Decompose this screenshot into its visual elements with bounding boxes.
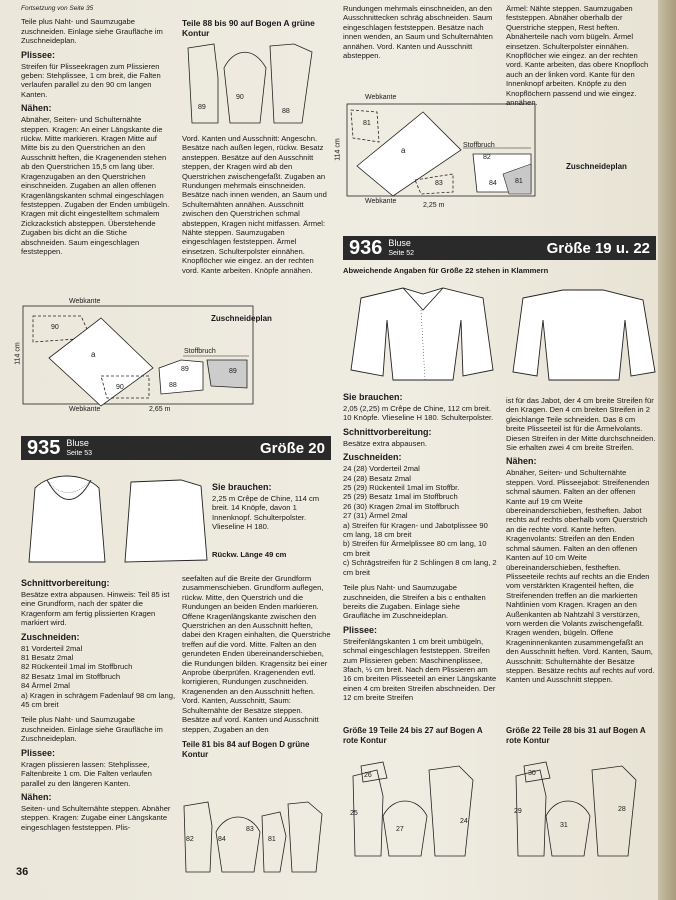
- list-item: 24 (28) Besatz 2mal: [343, 473, 411, 483]
- plan-webkante-top: Webkante: [69, 298, 101, 305]
- plan-width: 2,65 m: [149, 406, 171, 413]
- plan-webkante-bottom: Webkante: [69, 406, 101, 413]
- piece-label: 89: [229, 368, 237, 375]
- plan-height: 114 cm: [14, 342, 22, 365]
- piece-label: 27: [396, 826, 404, 833]
- piece-label: 81: [268, 836, 276, 843]
- naehen-text: Seiten- und Schulternähte steppen. Abnäher steppen. Kragen: Zugabe einer Längskante eingeschlagen feststeppen. Plis-: [21, 803, 171, 832]
- list-item: 82 Besatz 1mal im Stoffbruch: [21, 671, 121, 681]
- model-number: 936: [349, 236, 383, 259]
- plan-webkante-bottom: Webkante: [365, 198, 397, 205]
- pattern-pieces-88-90: [182, 38, 332, 128]
- b935-pattern-drawing: [180, 796, 335, 876]
- piece-label: 83: [246, 826, 254, 833]
- teile-text: Teile plus Naht- und Saumzugabe zuschneiden. Einlage siehe Graufläche im Zuschneideplan.: [21, 715, 163, 744]
- list-item: 25 (29) Besatz 1mal im Stoffbruch: [343, 492, 458, 502]
- pattern-drawing-88-90: [182, 38, 332, 128]
- header-936: [343, 236, 656, 260]
- piece-label: 28: [618, 806, 626, 813]
- piece-label: 89: [198, 104, 206, 111]
- blouse-936-illustration: [343, 280, 663, 385]
- piece-label: 84: [218, 836, 226, 843]
- piece-label: 90: [116, 384, 124, 391]
- b936-left: [343, 388, 498, 707]
- g22-title: Größe 22 Teile 28 bis 31 auf Bogen A rote Kontur: [506, 726, 646, 745]
- plan-stoffbruch: Stoffbruch: [463, 142, 495, 149]
- piece-label: 82: [483, 154, 491, 161]
- col2-text: [182, 14, 332, 40]
- piece-label: 90: [51, 324, 59, 331]
- b935-mid: [182, 574, 332, 762]
- plissee-text: Streifen für Plisseekragen zum Plissieren geben: Stehplissee, 1 cm breit, die Falten verlaufen parallel zu den 90 cm langen Kanten.: [21, 61, 161, 99]
- col2-title: Teile 88 bis 90 auf Bogen A grüne Kontur: [182, 18, 315, 38]
- plissee-heading: Plissee:: [21, 49, 56, 60]
- page-number: 36: [16, 866, 29, 878]
- naehen-text: Abnäher, Seiten- und Schulternähte steppen. Vord. Plisseejabot: Streifenenden schmal säumen. Falten an der offenen Kante auf 19 cm Weite übereinanderschieben, festheften. Jabot rechts auf rechts oberhalb vom Querstrich an die rechte vord. Kante heften. Kragenvolants: Streifen an den Enden schmal säumen. Falten an den offenen Kanten auf 10 cm Weite übereinanderschieben, festheften. Plisseeteile rechts auf rechts an die Enden vom verstärkten Kragenteil heften, die Streifenenden treffen an die markierten Nahtlinien vom Kragen. Kragen an den Außenkanten ab Nahtzahl 3 verstürzen, vorn werden die Volants zwischengefaßt. Kragen wenden, bügeln. Offene Krageninnenkanten zusammengefaßt an den Ausschnitt heften. Vord. Kanten, Saum, Ausschnitt: Schulternähte der Besätze steppen. Besätze rechts auf rechts auf vord. Kanten und Ausschnitt steppen.: [506, 468, 655, 685]
- plan-stoffbruch: Stoffbruch: [184, 348, 216, 355]
- list-item: 84 Ärmel 2mal: [21, 681, 70, 691]
- list-item: b) Streifen für Ärmelplissee 80 cm lang, 10 cm breit: [343, 539, 487, 558]
- brauchen-heading: Sie brauchen:: [212, 482, 272, 492]
- zuschneiden-list: [21, 644, 176, 710]
- piece-label: 26: [364, 772, 372, 779]
- cutting-plan-936-drawing: [343, 94, 543, 214]
- piece-label: 30: [528, 770, 536, 777]
- list-item: a) Streifen für Kragen- und Jabotplissee 90 cm lang, 18 cm breit: [343, 520, 488, 540]
- zuschneiden-heading: Zuschneiden:: [21, 631, 80, 642]
- brauchen-heading: Sie brauchen:: [343, 392, 403, 402]
- b935-brauchen: [212, 478, 332, 563]
- teile-title: Teile 81 bis 84 auf Bogen D grüne Kontur: [182, 739, 310, 759]
- piece-label: 25: [350, 810, 358, 817]
- list-item: 24 (28) Vorderteil 2mal: [343, 464, 420, 474]
- cutting-plan-936: [334, 94, 543, 214]
- right-text: ist für das Jabot, der 4 cm breite Streifen für den Kragen. Den 4 cm breiten Streifen in 2 gleichlange Teile schneiden. Das 8 cm breite Plisseeteil ist für die Ärmelvolants. Diesen Streifen in der Mitte durchschneiden. Sie erhalten zwei 4 cm breite Streifen.: [506, 396, 656, 453]
- list-item: 81 Vorderteil 2mal: [21, 643, 83, 653]
- col3-paragraph: Rundungen mehrmals einschneiden, an den Ausschnittecken schräg abschneiden. Saum eingeschlagen feststeppen. Besätze nach innen wenden, an Saum und Schulternähten annähen. Vord. Kanten und Ausschnitt absteppen.: [343, 4, 493, 61]
- cutting-plan-935: [14, 298, 321, 428]
- plissee-heading: Plissee:: [21, 747, 56, 758]
- list-item: 82 Rückenteil 1mal im Stoffbruch: [21, 662, 133, 672]
- vorb-text: Besätze extra abpausen. Hinweis: Teil 85 ist eine Grundform, nach der später die Kragenform am fertig plissierten Kragen markiert wird.: [21, 590, 170, 628]
- plissee-text: Kragen plissieren lassen: Stehplissee, Faltenbreite 1 cm. Die Falten verlaufen parallel zu den längeren Kanten.: [21, 759, 152, 788]
- mid-text: seefalten auf die Breite der Grundform zusammenschieben. Grundform auflegen, rückw. Mitte, den Querstrich und die Rundungen an beiden Enden markieren. Offene Kragenlängskante zwischen den Querstrichen an den Ausschnitt heften, dabei den Kragen einhalten, die Querstriche treffen auf die vord. Mitte. Falten an den gerundeten Enden übereinanderschieben, die Rundungen bilden. Kragensitz bei einer Anprobe überprüfen. Kragenenden evtl. korrigieren, Rundungen zuschneiden. Kragenenden an den Ausschnitt heften. Vord. Kanten, Ausschnitt, Saum: Schulternähte der Besätze steppen. Besätze auf vord. Kanten und Ausschnitt steppen, Zugaben an den: [182, 574, 331, 734]
- piece-label: a: [401, 146, 406, 155]
- model-size: Größe 20: [259, 439, 325, 457]
- model-kind: Bluse Seite 53: [66, 437, 93, 457]
- naehen-heading: Nähen:: [506, 456, 537, 467]
- piece-label: 84: [489, 180, 497, 187]
- teile-text: Teile plus Naht- und Saumzugabe zuschneiden, die Streifen a bis c enthalten bereits die Zugaben. Einlage siehe Graufläche im Zuschneideplan.: [343, 583, 486, 621]
- piece-label: 31: [560, 822, 568, 829]
- laenge-text: Rückw. Länge 49 cm: [212, 549, 287, 559]
- piece-label: a: [91, 350, 96, 359]
- col2-paragraph: Vord. Kanten und Ausschnitt: Angeschn. Besätze nach außen legen, rückw. Besatz ansteppen. Besätze auf den Ausschnitt steppen, der Kragen wird ab den Querstrichen zwischengefaßt. Zugaben an Rundungen mehrmals einschneiden. Besätze nach innen wenden, an Saum und Schulternähten annähen. Ausschnitt zwischen den Querstrichen schmal absteppen, Kragen nicht mitfassen. Ärmel: Nähte steppen. Saumzugaben eingeschlagen feststeppen. Ärmel einsetzen. Schulterpolster einnähen. Knopflöcher wie eingez. an der rechten vord. Kante arbeiten. Knöpfe annähen.: [182, 134, 327, 275]
- piece-label: 90: [236, 94, 244, 101]
- list-item: 26 (30) Kragen 2mal im Stoffbruch: [343, 501, 459, 511]
- piece-label: 29: [514, 808, 522, 815]
- piece-label: 88: [169, 382, 177, 389]
- plissee-text: Streifenlängskanten 1 cm breit umbügeln, schmal eingeschlagen feststeppen. Streifen zum Plissieren geben: Maschinenplissee, 3fach, ½ cm breit. Nach dem Plissieren am 16 cm breiten Plisseeteil an einer Längskante einen 4 cm breiten Streifen abschneiden. Der 12 cm breite Streifen: [343, 636, 497, 703]
- intro-text: Teile plus Naht- und Saumzugabe zuschneiden. Einlage siehe Graufläche im Zuschneideplan.: [21, 17, 163, 46]
- header-935: [21, 436, 331, 460]
- col4-text: [506, 4, 656, 111]
- list-item: a) Kragen in schrägem Fadenlauf 98 cm lang, 45 cm breit: [21, 690, 176, 710]
- continued-note: Fortsetzung von Seite 35: [21, 5, 94, 12]
- list-item: 27 (31) Ärmel 2mal: [343, 511, 408, 521]
- list-item: 81 Besatz 2mal: [21, 653, 74, 663]
- model-kind: Bluse Seite 52: [388, 237, 415, 257]
- page-edge: [658, 0, 676, 900]
- list-item: 25 (29) Rückenteil 1mal im Stoffbr.: [343, 483, 460, 493]
- model-number: 935: [27, 436, 61, 459]
- vorb-text: Besätze extra abpausen.: [343, 438, 428, 448]
- model-size: Größe 19 u. 22: [546, 239, 650, 257]
- piece-label: 24: [460, 818, 468, 825]
- piece-label: 83: [435, 180, 443, 187]
- piece-label: 81: [363, 120, 371, 127]
- piece-label: 88: [282, 108, 290, 115]
- piece-label: 82: [186, 836, 194, 843]
- plissee-heading: Plissee:: [343, 624, 378, 635]
- naehen-text: Abnäher, Seiten- und Schulternähte steppen. Kragen: An einer Längskante die rückw. Mitte markieren. Kragen Mitte auf Mitte bis zu den Querstrichen an den Ausschnitt heften, die Kragenenden stehen ab den Querstrichen 15,5 cm lang über. Kragenzugaben an den Querstrichen einschneiden. Zugaben an allen offenen Kragenlängskanten schmal eingeschlagen feststeppen. Zugaben der Enden umbügeln. Kragen mit dicht eingestelltem schmalem Zickzackstich absteppen. Überstehende Zugaben bis dicht an die Stiche abschneiden. Saum eingeschlagen feststeppen.: [21, 115, 170, 256]
- g19-title: Größe 19 Teile 24 bis 27 auf Bogen A rote Kontur: [343, 726, 483, 745]
- plan-width: 2,25 m: [423, 202, 445, 209]
- col4-plan-title: Zuschneideplan: [566, 162, 627, 171]
- naehen-heading: Nähen:: [21, 103, 52, 114]
- plan-webkante-top: Webkante: [365, 94, 397, 101]
- col2-body: [182, 134, 332, 279]
- col4-paragraph: Ärmel: Nähte steppen. Saumzugaben feststeppen. Abnäher oberhalb der Querstriche steppen, Rest heften. Abnäherteile nach vorn bügeln. Ärmel einsetzen. Schulterpolster einnähen. Knopflöcher wie eingez. an der rechten vord. Kante arbeiten, das obere Knopfloch auch an der linken vord. Kante für den Innenknopf arbeiten. Knöpfe zu den Knopflöchern passend und wie eingez. annähen.: [506, 4, 649, 108]
- zuschneiden-list: [343, 464, 498, 577]
- brauchen-text: 2,05 (2,25) m Crêpe de Chine, 112 cm breit. 10 Knöpfe. Vlieseline H 180. Schulterpolster.: [343, 404, 494, 423]
- b935-left: [21, 574, 176, 836]
- list-item: c) Schrägstreifen für 2 Schlingen 8 cm lang, 2 cm breit: [343, 558, 497, 577]
- plan-height: 114 cm: [334, 138, 342, 161]
- note-936: Abweichende Angaben für Größe 22 stehen in Klammern: [343, 266, 549, 275]
- piece-label: 89: [181, 366, 189, 373]
- naehen-heading: Nähen:: [21, 791, 52, 802]
- blouse-935-illustration: [21, 466, 211, 566]
- zuschneiden-heading: Zuschneiden:: [343, 452, 402, 463]
- b936-right: [506, 396, 656, 689]
- brauchen-text: 2,25 m Crêpe de Chine, 114 cm breit. 14 Knöpfe, davon 1 Innenknopf. Schulterpolster. Vlieseline H 180.: [212, 494, 320, 532]
- col3-text: [343, 4, 498, 64]
- plan-title: Zuschneideplan: [211, 314, 272, 323]
- piece-label: 81: [515, 178, 523, 185]
- col1-text: [21, 4, 171, 260]
- vorb-heading: Schnittvorbereitung:: [343, 426, 432, 437]
- cutting-plan-935-drawing: [21, 298, 321, 428]
- vorb-heading: Schnittvorbereitung:: [21, 578, 110, 588]
